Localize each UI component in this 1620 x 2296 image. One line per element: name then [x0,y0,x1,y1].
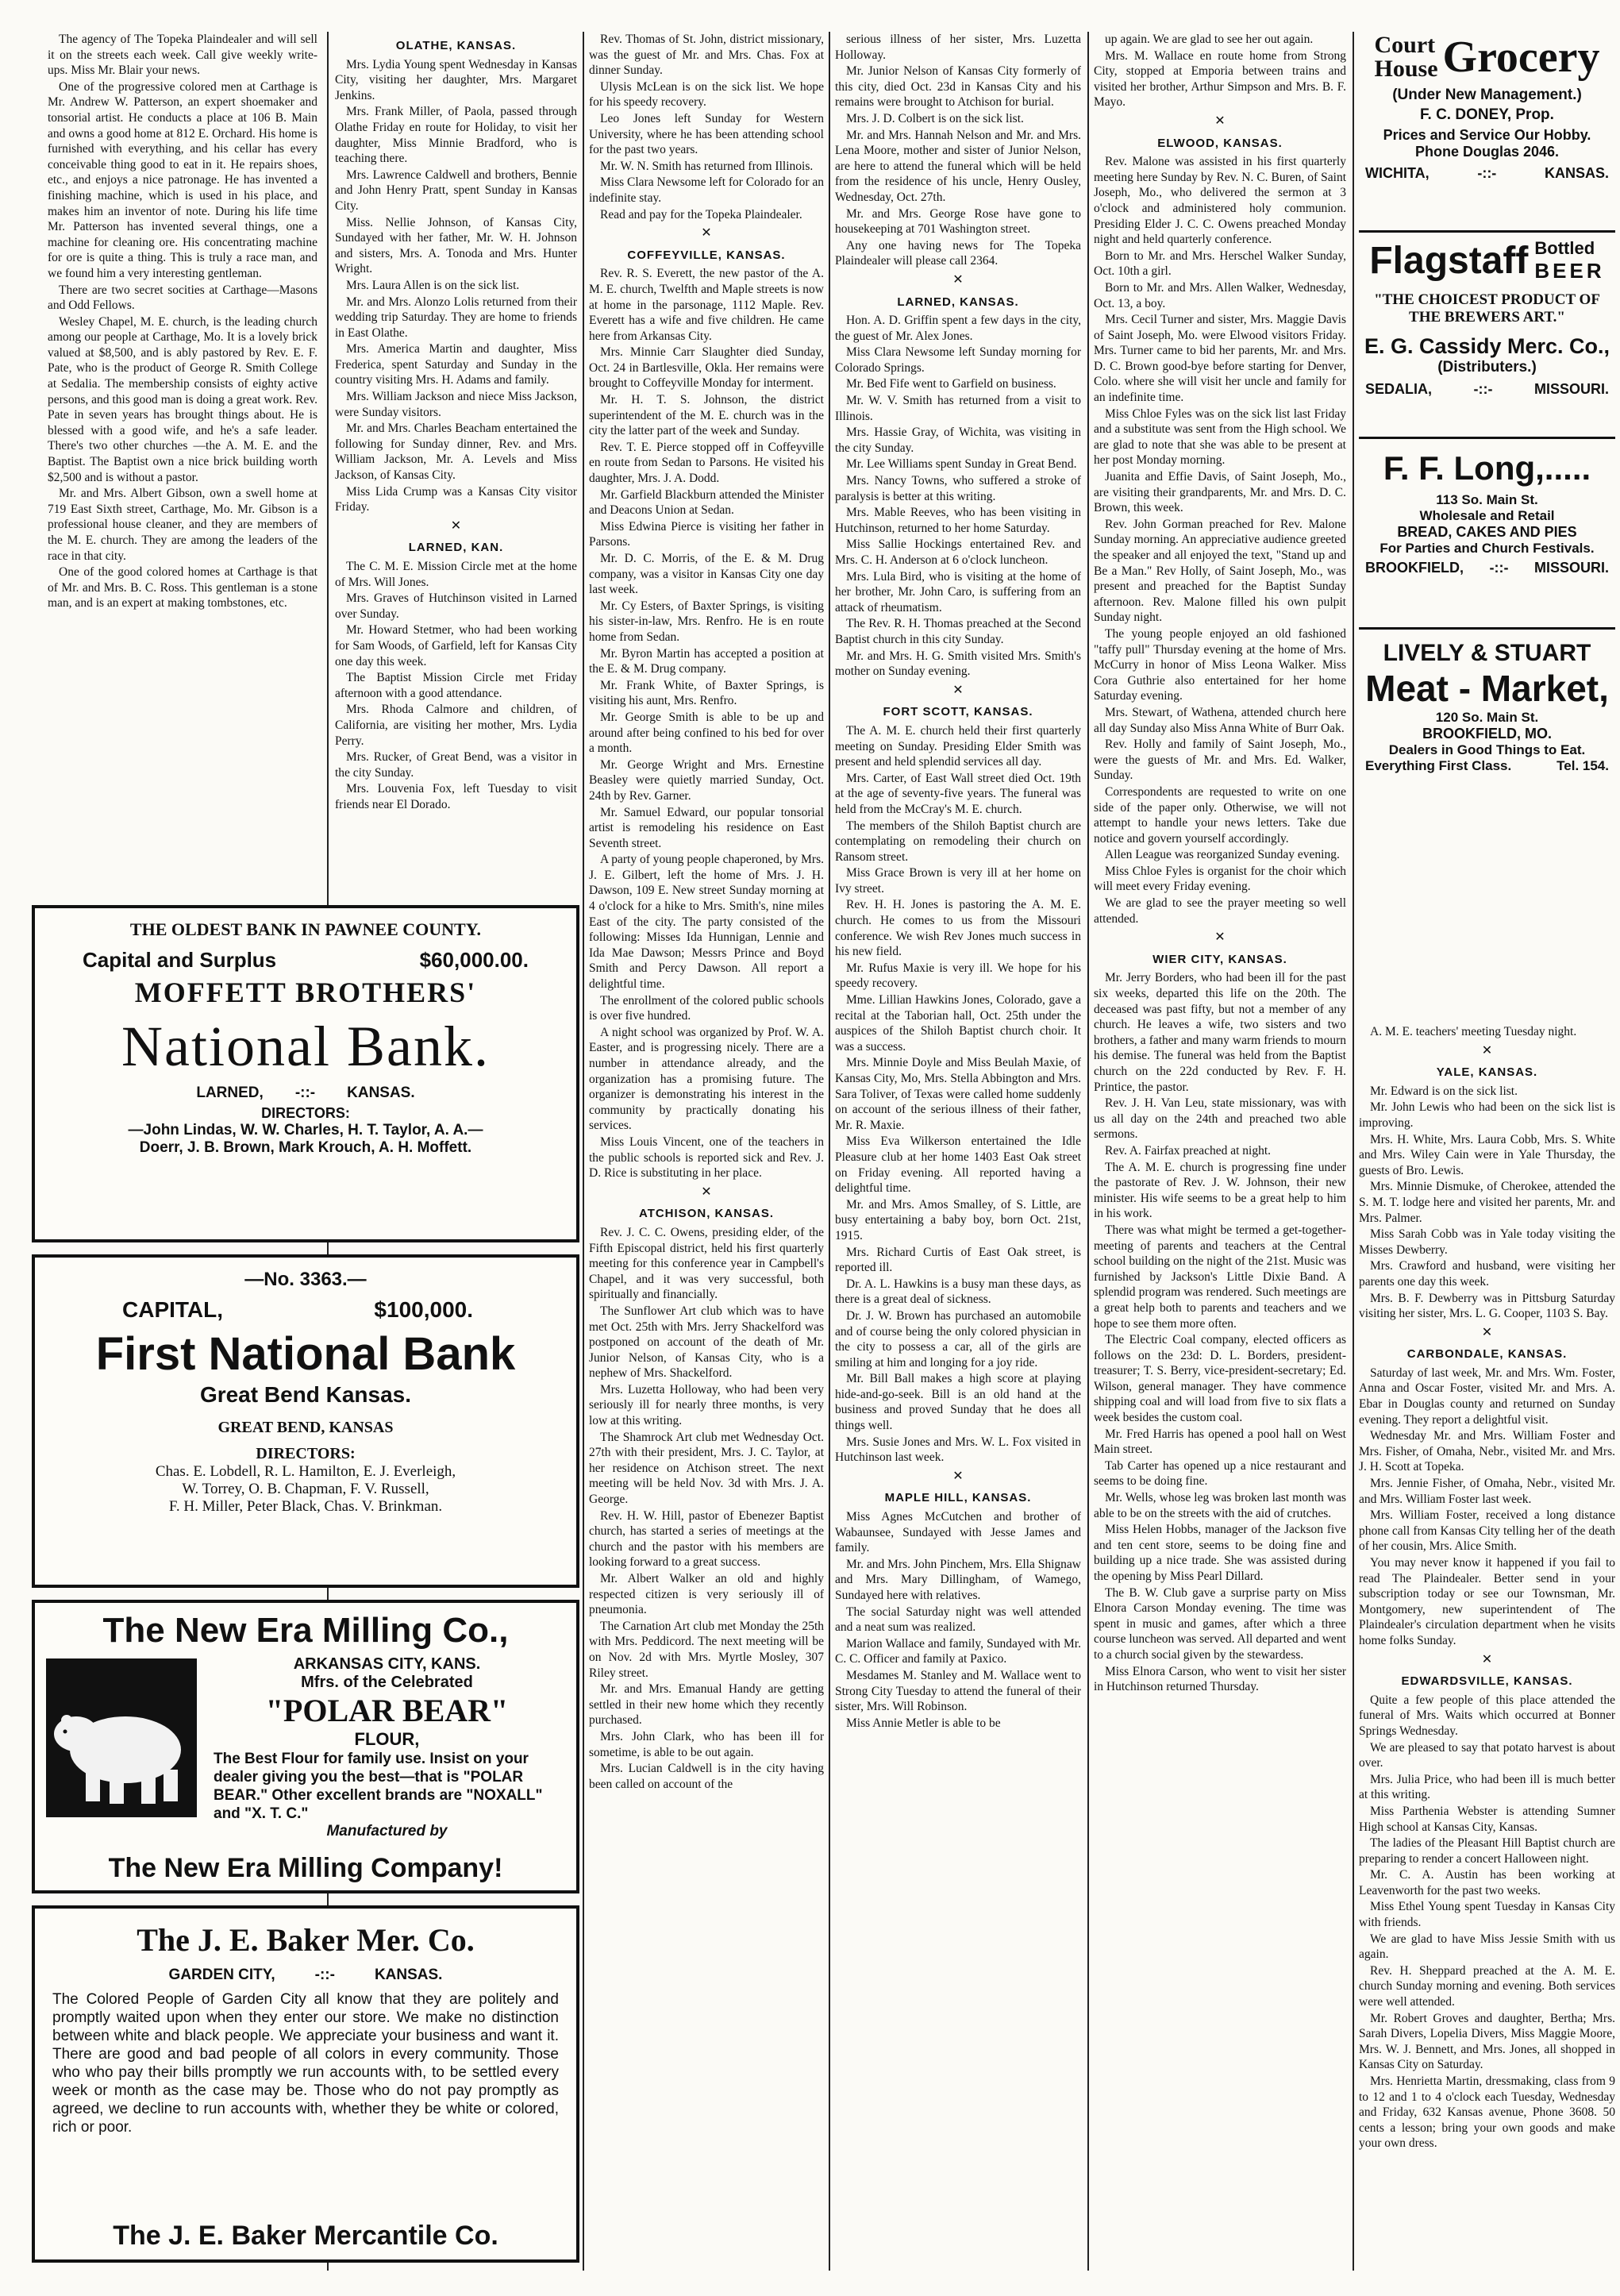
news-item: Mrs. Nancy Towns, who suffered a stroke of paralysis is better at this writing. [835,474,1081,503]
divider-ornament: ✕ [1481,1043,1493,1057]
distributers-note: (Distributers.) [1437,359,1537,376]
parties-line: For Parties and Church Festivals. [1380,541,1595,556]
milling-body: The Best Flour for family use. Insist on your dealer giving you the best—that is "POLAR BEAR." Other excellent brands are "NOXALL" and "X. T. C." [214,1751,543,1822]
news-item: Miss Chloe Fyles was on the sick list last Friday and a substitute was sent from the High school. We are glad to note that she was able to be present at her post Monday morning. [1094,406,1346,468]
separator: -::- [1489,560,1509,576]
news-item: Mr. and Mrs. Alonzo Lolis returned from their wedding trip Saturday. They are home to friends in East Olathe. [335,295,577,340]
news-item: Mr. Wells, whose leg was broken last month was able to be on the streets with the aid of crutches. [1094,1491,1346,1520]
news-item: Mrs. Graves of Hutchinson visited in Larned over Sunday. [335,591,577,621]
news-item: Mr. John Lewis who had been on the sick list is improving. [1359,1100,1615,1130]
section-heading: LARNED, KAN. [408,541,504,555]
prices-slogan: Prices and Service Our Hobby. [1383,127,1591,143]
city: SEDALIA, [1365,381,1433,397]
news-item: Miss Parthenia Webster is attending Sumner High school at Kansas City, Kansas. [1359,1804,1615,1834]
state: MISSOURI. [1533,560,1609,576]
news-item: Miss. Nellie Johnson, of Kansas City, Sundayed with her father, Mr. W. H. Johnson and sisters, Mrs. A. Tonoda and Mrs. Hunter Wright. [335,215,577,276]
baker-title: The J. E. Baker Mer. Co. [137,1922,475,1958]
news-item: Rev. John Gorman preached for Rev. Malone Sunday morning. An appreciative audience greeted the speaker and all enjoyed the text, "Stand up and Be a Man." Rev Holly, of Saint Joseph, Mo., was present and preached for the Baptist Sunday afternoon. Rev. Malone filled his own pulpit Sunday night. [1094,517,1346,625]
news-item: Mrs. Rucker, of Great Bend, was a visitor in the city Sunday. [335,750,577,780]
news-item: Mr. Byron Martin has accepted a position at the E. & M. Drug company. [589,646,824,676]
news-item: Mr. and Mrs. Emanual Handy are getting settled in their new home which they recently purchased. [589,1682,824,1728]
column-2 [335,32,577,897]
news-item: Mrs. Luzetta Holloway, who had been very seriously ill for nearly three months, is very low at this writing. [589,1382,824,1428]
news-item: Mrs. Lydia Young spent Wednesday in Kansas City, visiting her daughter, Mrs. Margaret Jenkins. [335,57,577,102]
section-heading: EDWARDSVILLE, KANSAS. [1401,1674,1573,1689]
news-item: The Shamrock Art club met Wednesday Oct. 27th with their president, Mrs. J. C. Taylor, at her residence on Atchison street. The next meeting will be held Nov. 3d with Mrs. J. A. George. [589,1430,824,1507]
news-item: Dr. A. L. Hawkins is a busy man these days, as there is a great deal of sickness. [835,1277,1081,1307]
news-item: Dr. J. W. Brown has purchased an automobile and of course being the only colored physician in the city to possess a car, all of the girls are smiling at him and longing for a joy ride. [835,1308,1081,1370]
news-item: Mrs. Rhoda Calmore and children, of California, are visiting her mother, Mrs. Lydia Perry. [335,703,577,748]
news-item: Mrs. William Foster, received a long distance phone call from Kansas City telling her of the death of her cousin, Mrs. Alice Smith. [1359,1508,1615,1554]
capital-value: $60,000.00. [419,948,529,972]
news-item: Mr. H. T. S. Johnson, the district superintendent of the M. E. church was in the city the latter part of the week and Sunday. [589,393,824,438]
divider-ornament: ✕ [701,226,712,241]
section-heading: WIER CITY, KANSAS. [1152,952,1287,966]
news-item: Mr. Bed Fife went to Garfield on business. [846,377,1056,391]
long-bakery-ad [1359,445,1615,630]
separator: -::- [314,1967,335,1983]
news-item: The young people enjoyed an old fashioned "taffy pull" Thursday evening at the home of Mrs. McCurry in honor of Miss Leona Walker. Miss Cora Guthrie also entertained for her home Saturday evening. [1094,626,1346,703]
column-3 [589,32,824,2271]
news-item: The Rev. R. H. Thomas preached at the Second Baptist church in this city Sunday. [835,617,1081,646]
news-item: Allen League was reorganized Sunday evening. [1105,848,1340,862]
column-1 [48,32,317,897]
section-heading: MAPLE HILL, KANSAS. [884,1491,1032,1505]
meat-address: 120 So. Main St. [1435,710,1539,725]
news-item: Tab Carter has opened up a nice restaurant and seems to be doing fine. [1094,1458,1346,1489]
news-item: Miss Grace Brown is very ill at her home on Ivy street. [835,866,1081,896]
everything-line: Everything First Class. [1365,758,1512,773]
news-item: Mrs. Laura Allen is on the sick list. [346,278,520,292]
polar-bear-brand: "POLAR BEAR" [265,1693,509,1728]
news-item: Miss Helen Hobbs, manager of the Jackson five and ten cent store, seems to be doing fine and building up a nice trade. She was assisted during the opening by Miss Pearl Dillard. [1094,1523,1346,1583]
news-item: serious illness of her sister, Mrs. Luzetta Holloway. [835,33,1081,62]
divider-ornament: ✕ [1214,930,1226,945]
capital-label: Capital and Surplus [83,948,277,972]
news-item: Mr. and Mrs. Albert Gibson, own a swell home at 719 East Sixth street, Carthage, Mo. Mr. Gibson is a professional house cleaner, and they are members of the M. E. church. They are among the leaders of the race in that city. [48,487,317,563]
bottled-text: Bottled [1534,238,1595,258]
news-item: Ulysis McLean is on the sick list. We hope for his speedy recovery. [589,79,824,110]
news-item: Mme. Lillian Hawkins Jones, Colorado, gave a recital at the Taborian hall, Oct. 25th under the auspices of the Shiloh Baptist church choir. It was a success. [835,993,1081,1054]
news-item: Miss Clara Newsome left Sunday morning for Colorado Springs. [835,345,1081,375]
national-bank-title: National Bank. [121,1015,490,1078]
cassidy-name: E. G. Cassidy Merc. Co., [1364,334,1610,358]
proprietor: F. C. DONEY, Prop. [1420,106,1554,123]
news-item: Saturday of last week, Mr. and Mrs. Wm. Foster, Anna and Oscar Foster, visited Mr. and Mrs. A. Ebar in Douglas county and returned on Sunday evening. They report a delightful visit. [1359,1366,1615,1427]
news-item: Mr. Garfield Blackburn attended the Minister and Deacons Union at Sedan. [589,487,824,518]
grocery-title: Grocery [1442,33,1600,82]
news-item: Mr. Robert Groves and daughter, Bertha; Mrs. Sarah Divers, Lopelia Divers, Miss Maggie Moore, Mrs. W. J. Bennett, and Mrs. Jones, all shopped in Kansas City on Saturday. [1359,2011,1615,2072]
news-item: Mrs. Minnie Carr Slaughter died Sunday, Oct. 24 in Bartlesville, Okla. Her remains were brought to Coffeyville Monday for interment. [589,345,824,391]
news-item: Rev. Holly and family of Saint Joseph, Mo., were the guests of Mr. and Mrs. Ed. Walker, Sunday. [1094,738,1346,783]
news-item: Mr. Samuel Edward, our popular tonsorial artist is remodeling his residence on East Seventh street. [589,805,824,850]
news-item: Rev. R. S. Everett, the new pastor of the A. M. E. church, Twelfth and Maple streets is now at home in the parsonage, 1112 Maple. Rev. Everett has a wife and five children. He came here from Arkansas City. [589,267,824,343]
news-item: Mrs. Frank Miller, of Paola, passed through Olathe Friday en route for Holiday, to visit her daughter, Miss Minnie Bradford, who is teaching there. [335,105,577,166]
dealers-line: Dealers in Good Things to Eat. [1388,742,1586,757]
directors-line: W. Torrey, O. B. Chapman, F. V. Russell, [182,1481,429,1497]
court-house-grocery-ad [1359,32,1615,233]
news-item: Mr. Cy Esters, of Baxter Springs, is visiting his sister-in-law, Mrs. Renfro. He is en route home from Sedan. [589,599,824,644]
meat-market-title: Meat - Market, [1365,668,1609,709]
column-4 [835,32,1081,2271]
column-rule [829,32,830,2271]
news-item: Miss Sarah Cobb was in Yale today visiting the Misses Dewberry. [1359,1227,1615,1257]
news-item: Mrs. Henrietta Martin, dressmaking, class from 9 to 12 and 1 to 4 o'clock each Tuesday, Wednesday and Friday, 632 Kansas avenue, Phone 3608. 50 cents a lesson; bring your own goods and make your own dress. [1359,2074,1615,2151]
oldest-bank-line: THE OLDEST BANK IN PAWNEE COUNTY. [129,919,482,939]
news-item: Read and pay for the Topeka Plaindealer. [600,207,802,222]
news-item: Miss Ethel Young spent Tuesday in Kansas City with friends. [1359,1900,1615,1930]
news-item: Rev. T. E. Pierce stopped off in Coffeyville en route from Sedan to Parsons. He visited his daughter, Mrs. J. A. Dodd. [589,440,824,486]
news-item: We are pleased to say that potato harvest is about over. [1359,1740,1615,1770]
column-rule [1353,32,1354,2271]
news-item: Mrs. M. Wallace en route home from Strong City, stopped at Emporia between trains and visited her brother, Arthur Simpson and Mrs. B. F. Mayo. [1094,48,1346,110]
separator: -::- [1473,381,1493,397]
flour-text: FLOUR, [354,1729,420,1749]
separator: -::- [1477,165,1497,181]
news-item: Mrs. B. F. Dewberry was in Pittsburg Saturday visiting her sister, Mrs. L. G. Cooper, 1103 S. Bay. [1359,1291,1615,1321]
column-5 [1094,32,1346,2271]
news-item: The Sunflower Art club which was to have met Oct. 25th with Mrs. Jerry Shackelford was postponed on account of the death of Mr. Junior Nelson, of Kansas City, who is a nephew of Mrs. Shackelford. [589,1304,824,1381]
news-item: Mrs. America Martin and daughter, Miss Frederica, spent Saturday and Sunday in the country visiting Mrs. H. Adams and family. [335,342,577,387]
news-item: Mr. and Mrs. John Pinchem, Mrs. Ella Shignaw and Mrs. Mary Dillingham, of Wamego, Sundayed here with relatives. [835,1557,1081,1602]
directors-line: Chas. E. Lobdell, R. L. Hamilton, E. J. Everleigh, [155,1463,456,1480]
section-heading: ELWOOD, KANSAS. [1157,136,1283,150]
directors-label: DIRECTORS: [261,1105,350,1121]
news-item: Marion Wallace and family, Sundayed with Mr. C. C. Officer and family at Paxico. [835,1636,1081,1666]
news-item: Mr. W. N. Smith has returned from Illinois. [600,159,814,173]
phone-number: Phone Douglas 2046. [1414,144,1560,160]
state: KANSAS. [1544,165,1609,181]
news-item: Mrs. Jennie Fisher, of Omaha, Nebr., visited Mr. and Mrs. William Foster last week. [1359,1477,1615,1506]
section-heading: YALE, KANSAS. [1436,1065,1538,1080]
capital-label: CAPITAL, [122,1297,224,1322]
directors-label: DIRECTORS: [256,1445,356,1462]
news-item: Mrs. Crawford and husband, were visiting her parents one day this week. [1359,1259,1615,1289]
news-item: Mr. and Mrs. Charles Beacham entertained the following for Sunday dinner, Rev. and Mrs. William Jackson, Mr. A. Levels and Miss Jackson, of Kansas City. [335,422,577,483]
news-item: Mrs. J. D. Colbert is on the sick list. [846,111,1024,125]
polar-bear-illustration [46,1658,197,1817]
flagstaff-beer-ad [1359,238,1615,439]
news-item: Any one having news for The Topeka Plaindealer will please call 2364. [835,238,1081,268]
news-item: Born to Mr. and Mrs. Herschel Walker Sunday, Oct. 10th a girl. [1094,248,1346,279]
news-item: Leo Jones left Sunday for Western University, where he has been attending school for the past two years. [589,111,824,157]
state: KANSAS. [374,1967,443,1983]
telephone: Tel. 154. [1557,758,1609,773]
court-text: Court [1374,32,1436,58]
divider-ornament: ✕ [1214,114,1226,128]
milling-makers: Mfrs. of the Celebrated [301,1674,473,1691]
news-item: Miss Sallie Hockings entertained Rev. and Mrs. C. H. Anderson at 6 o'clock luncheon. [835,537,1081,567]
news-item: Mr. Junior Nelson of Kansas City formerly of this city, died Oct. 23d in Kansas City and his remains were brought to Atchison for burial. [835,64,1081,110]
news-item: There was what might be termed a get-together-meeting of parents and teachers at the Central school building on the night of the 21st. Music was furnished by Jackson's Little Dixie Band. A splendid program was rendered. Such meetings are a great help both to parents and teachers and we hope to see them more often. [1094,1223,1346,1331]
column-rule [583,32,584,2271]
news-item: Mr. C. A. Austin has been working at Leavenworth for the past two weeks. [1359,1868,1615,1897]
section-heading: COFFEYVILLE, KANSAS. [627,248,786,262]
news-item: Mesdames M. Stanley and M. Wallace went to Strong City Tuesday to attend the funeral of their sister, Mrs. Will Robinson. [835,1668,1081,1714]
news-item: Juanita and Effie Davis, of Saint Joseph, Mo., are visiting their grandparents, Mr. and Mrs. D. C. Brown, this week. [1094,470,1346,515]
section-heading: OLATHE, KANSAS. [395,39,517,52]
news-item: Rev. J. C. C. Owens, presiding elder, of the Fifth Episcopal district, held his first quarterly meeting for this conference year in Campbell's Chapel, and it was very successful, both spiritually and financially. [589,1225,824,1302]
news-item: Mrs. Cecil Turner and sister, Mrs. Maggie Davis of Saint Joseph, Mo. were Elwood visitors Friday. Mrs. Turner came to bid her parents, Mr. and Mrs. D. C. Brown good-bye before starting for Denver, Colo. where she will visit her uncle and family for an indefinite time. [1094,313,1346,405]
news-item: One of the good colored homes at Carthage is that of Mr. and Mrs. B. C. Ross. This gentleman is a stone man, and is an expert at making tombstones, etc. [48,565,317,611]
news-item: The Electric Coal company, elected officers as follows on the 23d: D. L. Borders, president-treasurer; T. S. Berry, vice-president-secretary; Ed. Wilson, general manager. They have commence shipping coal and will load from five to six flats a week besides the custom coal. [1094,1333,1346,1425]
divider-ornament: ✕ [450,518,462,533]
baker-body: The Colored People of Garden City all know that they are politely and promptly waited upon when they enter our store. We make no distinction between white and black people. We appreciate your business and want it. There are good and bad people of all colors in every community. Those who who pay their bills promptly we run accounts with, to be settled every week or month as the case may be. Those who do not pay promptly as agreed, we decline to run accounts with, whether they be white or colored, rich or poor. [52,1991,559,2136]
news-item: Mr. George Wright and Mrs. Ernestine Beasley were quietly married Sunday, Oct. 24th by Rev. Garner. [589,757,824,803]
divider-ornament: ✕ [1481,1325,1493,1339]
news-item: Rev. H. Sheppard preached at the A. M. E. church Sunday morning and evening. Both services were well attended. [1359,1963,1615,2009]
news-item: A night school was organized by Prof. W. A. Easter, and is progressing nicely. There are a number in attendance already, and the organization has a promising future. The organizer is demonstrating his interest in the community by practically donating his services. [589,1025,824,1133]
bank-city: GREAT BEND, KANSAS [217,1419,394,1436]
city: BROOKFIELD, [1365,560,1464,576]
news-item: Correspondents are requested to write on one side of the paper only. Otherwise, we will not attempt to handle your news letters. Take due notice and govern yourself accordingly. [1094,784,1346,846]
news-item: Mr. Frank White, of Baxter Springs, is visiting his aunt, Mrs. Renfro. [589,678,824,708]
long-address: 113 So. Main St. [1436,492,1538,507]
section-heading: CARBONDALE, KANSAS. [1406,1347,1568,1362]
city: WICHITA, [1365,165,1430,181]
meat-city: BROOKFIELD, MO. [1422,726,1552,742]
news-item: Rev. J. H. Van Leu, state missionary, was with us all day on the 24th and preached two able sermons. [1094,1096,1346,1142]
baker-mercantile-ad [32,1905,579,2263]
charter-number: —No. 3363.— [244,1269,367,1290]
news-item: One of the progressive colored men at Carthage is Mr. Andrew W. Patterson, an expert shoemaker and tonsorial artist. He conducts a place at 106 B. Main and owns a good home at 812 E. Orchard. His home is furnished with everything, and his cellar has every conceivable thing good to eat in it. He repairs shoes, etc., and enjoys a nice patronage. He has invented a finishing machine, which is used in his place, and makes him an inventor of note. During his life time Mr. Patterson has invented several things, one a machine for cleaning ore. His concentrating machine for ore is quite a thing. This is truly a race man, and we found him a very interesting gentleman. [48,79,317,280]
beer-text: BEER [1534,259,1605,283]
news-item: The C. M. E. Mission Circle met at the home of Mrs. Will Jones. [335,560,577,589]
news-item: Mrs. Julia Price, who had been ill is much better at this writing. [1359,1772,1615,1802]
news-item: up again. We are glad to see her out again. [1105,33,1314,46]
section-heading: LARNED, KANSAS. [897,295,1019,309]
state: KANSAS. [347,1084,415,1101]
news-item: Mr. and Mrs. H. G. Smith visited Mrs. Smith's mother on Sunday evening. [835,649,1081,679]
first-national-title: First National Bank [95,1328,516,1380]
news-item: Miss Annie Metler is able to be [846,1716,1001,1730]
state: MISSOURI. [1533,381,1609,397]
news-item: Rev. A. Fairfax preached at night. [1105,1143,1272,1158]
directors-line: Doerr, J. B. Brown, Mark Krouch, A. H. Moffett. [139,1139,472,1156]
great-bend-subtitle: Great Bend Kansas. [199,1382,412,1407]
news-item: The members of the Shiloh Baptist church are contemplating on remodeling their church on Ransom street. [835,819,1081,864]
news-item: Wesley Chapel, M. E. church, is the leading church among our people at Carthage, Mo. It is a lovely brick valued at $8,500, and is ably pastored by Rev. E. F. Pate, who is the product of George R. Smith College at Sedalia. The membership consists of eighty active persons, and this good man is doing a great work. Rev. Pate in seven years has brought things about. He is blessed with a good wife, and he's a safe leader. There's two other churches —the A. M. E. and the Baptist. The Baptist own a nice brick building worth $2,500 and is without a pastor. [48,314,317,484]
news-item: Mr. W. V. Smith has returned from a visit to Illinois. [835,394,1081,423]
news-item: Mr. Fred Harris has opened a pool hall on West Main street. [1094,1427,1346,1457]
news-item: Miss Elnora Carson, who went to visit her sister in Hutchinson returned Thursday. [1094,1664,1346,1694]
news-item: Mr. Rufus Maxie is very ill. We hope for his speedy recovery. [835,961,1081,991]
house-text: House [1374,56,1438,82]
moffett-bank-ad [32,905,579,1242]
moffett-brothers: MOFFETT BROTHERS' [134,977,477,1008]
news-item: Miss Chloe Fyles is organist for the choir which will meet every Friday evening. [1094,864,1346,894]
news-item: The Baptist Mission Circle met Friday afternoon with a good attendance. [335,671,577,700]
bread-line: BREAD, CAKES AND PIES [1397,524,1577,540]
news-item: Mr. Edward is on the sick list. [1370,1084,1518,1098]
news-item: Mr. D. C. Morris, of the E. & M. Drug company, was a visitor in Kansas City one day last week. [589,552,824,597]
news-item: Miss Edwina Pierce is visiting her father in Parsons. [589,519,824,549]
management-note: (Under New Management.) [1392,87,1582,103]
section-heading: FORT SCOTT, KANSAS. [883,705,1033,719]
news-item: Mrs. Louvenia Fox, left Tuesday to visit friends near El Dorado. [335,782,577,811]
wholesale-note: Wholesale and Retail [1419,508,1555,523]
news-item: Rev. H. W. Hill, pastor of Ebenezer Baptist church, has started a series of meetings at the church and the pastor with his members are looking forward to a great success. [589,1508,824,1570]
news-item: Miss Louis Vincent, one of the teachers in the public schools is reported sick and Rev. J. D. Rice is substituting in her place. [589,1135,824,1181]
meat-market-ad [1359,635,1615,818]
news-item: The A. M. E. church held their first quarterly meeting on Sunday. Presiding Elder Smith was present and held splendid services all day. [835,723,1081,769]
news-item: The B. W. Club gave a surprise party on Miss Elnora Carson Monday evening. The time was spent in music and games, after which a three course luncheon was served. All departed and went to a church social given by the stewardess. [1094,1585,1346,1662]
news-item: Mr. Albert Walker an old and highly respected citizen is very seriously ill of pneumonia. [589,1572,824,1617]
city: LARNED, [196,1084,264,1101]
divider-ornament: ✕ [952,1469,964,1483]
news-item: Hon. A. D. Griffin spent a few days in the city, the guest of Mr. Alex Jones. [835,314,1081,343]
divider-ornament: ✕ [952,272,964,287]
manufactured-by: Manufactured by [326,1823,448,1839]
news-item: Miss Eva Wilkerson entertained the Idle Pleasure club at her home 1403 East Oak street on Friday evening. All reported having a delightful time. [835,1135,1081,1196]
baker-footer: The J. E. Baker Mercantile Co. [113,2221,498,2251]
news-item: A. M. E. teachers' meeting Tuesday night. [1370,1025,1577,1038]
separator: -::- [294,1084,316,1101]
news-item: Mrs. Susie Jones and Mrs. W. L. Fox visited in Hutchinson last week. [835,1435,1081,1465]
news-item: Mrs. Lula Bird, who is visiting at the home of her brother, Mr. John Caro, is suffering from an attack of rheumatism. [835,569,1081,614]
news-item: Mr. Bill Ball makes a high score at playing hide-and-go-seek. Bill is an old hand at the business and proved Sunday that he does all things well. [835,1372,1081,1433]
news-item: Rev. Thomas of St. John, district missionary, was the guest of Mr. and Mrs. Chas. Fox at dinner Sunday. [589,33,824,78]
news-item: The ladies of the Pleasant Hill Baptist church are preparing to render a concert Halloween night. [1359,1836,1615,1866]
city: GARDEN CITY, [168,1967,275,1983]
lively-stuart: LIVELY & STUART [1383,640,1591,666]
news-item: Mrs. Richard Curtis of East Oak street, is reported ill. [835,1245,1081,1275]
news-item: Mr. Jerry Borders, who had been ill for the past six weeks, departed this life on the 20th. The deceased was past fifty, but not a member of any church. He leaves a wife, two sisters and two brothers, a father and many warm friends to mourn his demise. The funeral was held from the Baptist church on the 22d conducted by Rev. F. H. Printice, the pastor. [1094,971,1346,1094]
news-item: Mrs. Hassie Gray, of Wichita, was visiting in the city Sunday. [835,426,1081,455]
news-item: Mr. and Mrs. Hannah Nelson and Mr. and Mrs. Lena Moore, mother and sister of Junior Nelson, are here to attend the funeral which will be held from the residence of his uncle, Henry Ousley, Wednesday, Oct. 27th. [835,128,1081,204]
news-item: The Carnation Art club met Monday the 25th with Mrs. Peddicord. The next meeting will be on Nov. 2d with Mrs. Myrtle Mosley, 307 Riley street. [589,1619,824,1680]
news-item: Mr. Lee Williams spent Sunday in Great Bend. [846,457,1077,472]
news-item: Miss Lida Crump was a Kansas City visitor Friday. [335,484,577,514]
divider-ornament: ✕ [701,1185,712,1199]
news-item: Born to Mr. and Mrs. Allen Walker, Wednesday, Oct. 13, a boy. [1094,280,1346,310]
divider-ornament: ✕ [952,683,964,697]
news-item: We are glad to see the prayer meeting so well attended. [1094,896,1346,926]
news-item: Mrs. Lawrence Caldwell and brothers, Bennie and John Henry Pratt, spent Sunday in Kansas City. [335,168,577,213]
news-item: Mrs. Lucian Caldwell is in the city having been called on account of the [589,1762,824,1791]
choicest-slogan: "THE CHOICEST PRODUCT OF THE BREWERS ART." [1374,291,1600,326]
news-item: Mr. and Mrs. Amos Smalley, of S. Little, are busy entertaining a baby boy, born Oct. 21st, 1915. [835,1197,1081,1242]
milling-title: The New Era Milling Co., [102,1611,509,1650]
divider-ornament: ✕ [1481,1652,1493,1666]
news-item: A party of young people chaperoned, by Mrs. J. E. Gilbert, left the home of Mrs. J. H. Dawson, 109 E. New street Sunday morning at 4 o'clock for a hike to Mrs. Smith's, nine miles East of the city. The party consisted of the following: Misses Ida Hunnigan, Lennie and Ida Mae Dawson; Messrs Prince and Boyd Smith and Percy Dawson. All report a delightful time. [589,853,824,992]
news-item: We are glad to have Miss Jessie Smith with us again. [1359,1932,1615,1962]
news-item: Mr. Howard Stetmer, who had been working for Sam Woods, of Garfield, left for Kansas City one day this week. [335,623,577,668]
news-item: Wednesday Mr. and Mrs. William Foster and Mrs. Fisher, of Omaha, Nebr., visited Mr. and Mrs. J. H. Scott at Topeka. [1359,1429,1615,1474]
news-item: Mr. and Mrs. George Rose have gone to housekeeping at 701 Washington street. [835,206,1081,237]
news-item: Mrs. Minnie Doyle and Miss Beulah Maxie, of Kansas City, Mo, Mrs. Stella Abbington and Mrs. Sara Toliver, of Texas were called home suddenly on account of the serious illness of their father, Mr. R. Maxie. [835,1056,1081,1132]
milling-city: ARKANSAS CITY, KANS. [293,1655,481,1673]
news-item: The A. M. E. church is progressing fine under the pastorate of Rev. J. W. Johnson, their new minister. His wife seems to be a great help to him in his work. [1094,1160,1346,1221]
news-item: Mrs. John Clark, who has been ill for sometime, is able to be out again. [589,1729,824,1759]
news-item: Quite a few people of this place attended the funeral of Mrs. Waits which occurred at Bonner Springs Wednesday. [1359,1693,1615,1738]
new-era-milling-ad [32,1600,579,1893]
news-item: Mrs. Mable Reeves, who has been visiting in Hutchinson, returned to her home Saturday. [835,506,1081,535]
directors-line: F. H. Miller, Peter Black, Chas. V. Brinkman. [168,1498,443,1515]
news-item: The social Saturday night was well attended and a neat sum was realized. [835,1605,1081,1635]
news-item: Mrs. Carter, of East Wall street died Oct. 19th at the age of seventy-five years. The funeral was held from the McCray's M. E. church. [835,771,1081,816]
news-item: Mrs. William Jackson and niece Miss Jackson, were Sunday visitors. [335,390,577,419]
flagstaff-title: Flagstaff [1369,240,1529,282]
capital-value: $100,000. [374,1297,473,1322]
milling-footer: The New Era Milling Company! [108,1853,503,1883]
news-item: Mrs. Minnie Dismuke, of Cherokee, attended the S. M. T. lodge here and visited her parents, Mr. and Mrs. Palmer. [1359,1180,1615,1225]
news-item: Mrs. H. White, Mrs. Laura Cobb, Mrs. S. White and Mrs. Wiley Cain were in Yale Thursday, the guests of Bro. Lewis. [1359,1132,1615,1177]
column-6 [1359,1024,1615,2271]
first-national-bank-ad [32,1254,579,1588]
directors-line: —John Lindas, W. W. Charles, H. T. Taylor, A. A.— [128,1122,483,1138]
news-item: Miss Clara Newsome left for Colorado for an indefinite stay. [589,175,824,205]
section-heading: ATCHISON, KANSAS. [638,1207,775,1221]
news-item: There are two secret socities at Carthage—Masons and Odd Fellows. [48,283,317,313]
long-title: F. F. Long,..... [1383,449,1591,487]
news-item: The agency of The Topeka Plaindealer and will sell it on the streets each week. Call give weekly write-ups. Miss Mr. Blair your news. [48,33,317,78]
news-item: Rev. Malone was assisted in his first quarterly meeting here Sunday by Rev. N. C. Buren, of Saint Joseph, Mo., who delivered the sermon at 3 o'clock and administered holy communion. Presiding Elder J. C. C. Owens preached Monday night and held quarterly conference. [1094,155,1346,247]
news-item: Rev. H. H. Jones is pastoring the A. M. E. church. He comes to us from the Missouri conference. We wish Rev Jones much success in his new field. [835,898,1081,959]
column-rule [1087,32,1089,2271]
news-item: Miss Agnes McCutchen and brother of Wabaunsee, Sundayed with Jesse James and family. [835,1510,1081,1555]
news-item: Mrs. Stewart, of Wathena, attended church here all day Sunday also Miss Anna White of Burr Oak. [1094,705,1346,735]
news-item: The enrollment of the colored public schools is over five hundred. [589,993,824,1023]
news-item: You may never know it happened if you fail to read The Plaindealer. Better send in your subscription today or see our Townsman, Mr. Montgomery, new superintendent of The Plaindealer's circulation department when he visits home folks Sunday. [1359,1556,1615,1647]
news-item: Mr. George Smith is able to be up and around after being confined to his bed for over a month. [589,710,824,756]
